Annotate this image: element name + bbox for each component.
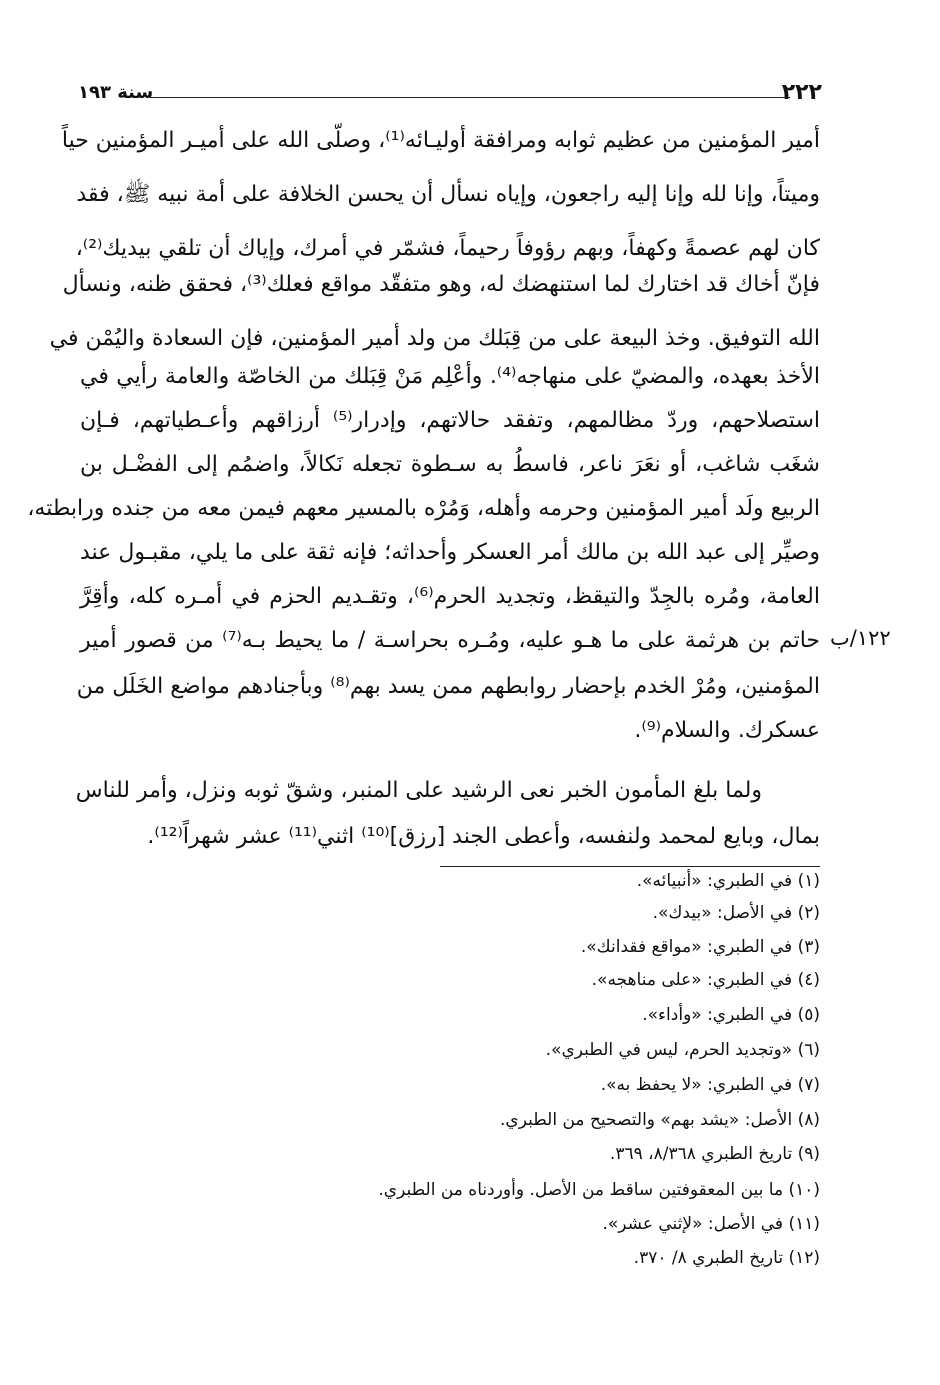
body-line: العامة، ومُره بالجِدّ والتيقظ، وتجديد الحرم⁽⁶⁾، وتقـديم الحزم في أمـره كله، وأقِرَّ [80, 584, 820, 609]
footnote: (١١) في الأصل: «لإثني عشر». [602, 1214, 820, 1234]
body-line: أمير المؤمنين من عظيم ثوابه ومرافقة أوليـائه⁽¹⁾، وصلّى الله على أميـر المؤمنين حياً [61, 128, 820, 153]
footnote: (٨) الأصل: «يشد بهم» والتصحيح من الطبري. [500, 1110, 820, 1130]
body-line: فإنّ أخاك قد اختارك لما استنهضك له، وهو متفقّد مواقع فعلك⁽³⁾، فحقق ظنه، ونسأل [62, 272, 820, 297]
body-line: الله التوفيق. وخذ البيعة على من قِبَلك من ولد أمير المؤمنين، فإن السعادة واليُمْن في [49, 326, 820, 351]
footnote: (١٠) ما بين المعقوفتين ساقط من الأصل. وأوردناه من الطبري. [378, 1180, 820, 1200]
body-line: استصلاحهم، وردّ مظالمهم، وتفقد حالاتهم، وإدرار⁽⁵⁾ أرزاقهم وأعـطياتهم، فـإن [80, 408, 820, 433]
footnote: (٣) في الطبري: «مواقع فقدانك». [580, 937, 820, 957]
body-line: المؤمنين، ومُرْ الخدم بإحضار روابطهم ممن يسد بهم⁽⁸⁾ وبأجنادهم مواضع الخَلَل من [76, 674, 820, 699]
footnote: (١٢) تاريخ الطبري ٨/ ٣٧٠. [633, 1248, 820, 1268]
manuscript-folio-note: ١٢٢/ب [830, 626, 891, 650]
body-line: وميتاً، وإنا لله وإنا إليه راجعون، وإياه نسأل أن يحسن الخلافة على أمة نبيه ﷺ، فقد [76, 182, 820, 207]
body-line: حاتم بن هرثمة على ما هـو عليه، ومُـره بحراسـة / ما يحيط بـه⁽⁷⁾ من قصور أمير [80, 628, 821, 653]
footnote: (١) في الطبري: «أنبيائه». [636, 871, 820, 891]
footnote: (٢) في الأصل: «بيدك». [652, 903, 820, 923]
body-line: ولما بلغ المأمون الخبر نعى الرشيد على المنبر، وشقّ ثوبه ونزل، وأمر للناس [75, 778, 762, 803]
footnote: (٦) «وتجديد الحرم، ليس في الطبري». [545, 1040, 820, 1060]
body-line: عسكرك. والسلام⁽⁹⁾. [634, 718, 820, 743]
body-line: بمال، وبايع لمحمد ولنفسه، وأعطى الجند [رزق]⁽¹⁰⁾ اثني⁽¹¹⁾ عشر شهراً⁽¹²⁾. [147, 824, 820, 849]
footnote: (٥) في الطبري: «وأداء». [642, 1005, 820, 1025]
footnote: (٤) في الطبري: «على مناهجه». [591, 970, 820, 990]
body-line: كان لهم عصمةً وكهفاً، وبهم رؤوفاً رحيماً، فشمّر في أمرك، وإياك أن تلقي بيديك⁽²⁾، [75, 236, 820, 261]
header-rule [150, 97, 790, 98]
body-line: شغَب شاغب، أو نعَرَ ناعر، فاسطُ به سـطوة تجعله نَكالاً، واضمُم إلى الفضْـل بن [80, 452, 820, 477]
body-line: الأخذ بعهده، والمضيّ على منهاجه⁽⁴⁾. وأعْلِم مَنْ قِبَلك من الخاصّة والعامة رأيي في [80, 364, 820, 389]
running-header-year: سنة ١٩٣ [78, 82, 154, 103]
footnote: (٩) تاريخ الطبري ٨/٣٦٨، ٣٦٩. [609, 1144, 820, 1164]
body-line: وصيِّر إلى عبد الله بن مالك أمر العسكر وأحداثه؛ فإنه ثقة على ما يلي، مقبـول عند [80, 540, 820, 565]
footnote-rule [440, 866, 820, 867]
body-line: الربيع ولَد أمير المؤمنين وحرمه وأهله، وَمُرْه بالمسير معهم فيمن معه من جنده ورابطته، [27, 496, 820, 521]
page-number: ٢٢٢ [781, 80, 822, 105]
footnote: (٧) في الطبري: «لا يحفظ به». [600, 1075, 820, 1095]
